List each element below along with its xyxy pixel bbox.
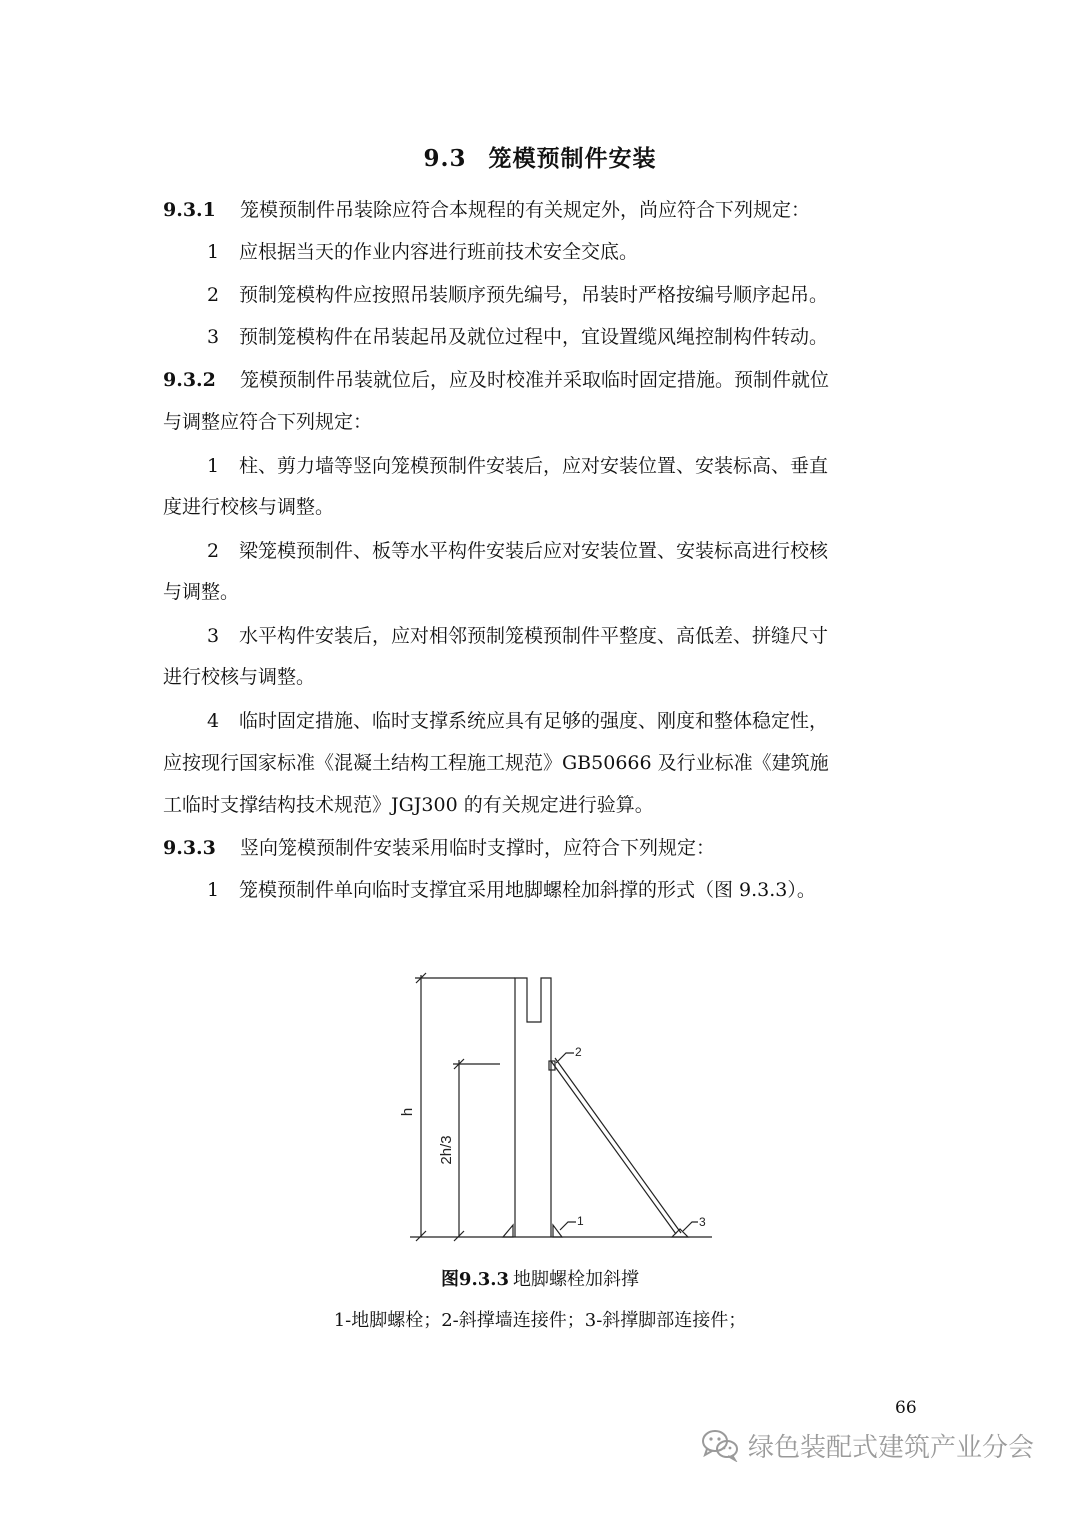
item-number: 1: [207, 241, 220, 263]
item-continuation: 工临时支撑结构技术规范》JGJ300 的有关规定进行验算。: [163, 794, 654, 816]
item-text: 柱、剪力墙等竖向笼模预制件安装后，应对安装位置、安装标高、垂直: [239, 455, 829, 477]
clause-number: 9.3.3: [163, 837, 216, 859]
clause-number: 9.3.1: [163, 199, 216, 221]
item-text: 梁笼模预制件、板等水平构件安装后应对安装位置、安装标高进行校核: [239, 540, 829, 562]
watermark-text: 绿色装配式建筑产业分会: [748, 1432, 1035, 1463]
item-number: 2: [207, 284, 220, 306]
item-number: 4: [207, 710, 220, 732]
clause-text: 竖向笼模预制件安装采用临时支撑时，应符合下列规定：: [240, 837, 716, 859]
label-2h3: 2h/3: [438, 1135, 455, 1165]
item-number: 3: [207, 625, 220, 647]
watermark: [700, 1425, 1034, 1465]
figure-title: 地脚螺栓加斜撑: [513, 1269, 640, 1290]
figure-caption: [0, 1265, 1080, 1291]
callout-3: 3: [699, 1215, 706, 1229]
figure-number: 图9.3.3: [440, 1269, 510, 1290]
item-text: 应根据当天的作业内容进行班前技术安全交底。: [239, 241, 639, 263]
label-h: h: [399, 1107, 416, 1117]
item-text: 水平构件安装后，应对相邻预制笼模预制件平整度、高低差、拼缝尺寸: [239, 625, 829, 647]
item-number: 3: [207, 326, 220, 348]
item-continuation: 度进行校核与调整。: [163, 496, 335, 518]
item-number: 1: [207, 455, 220, 477]
clause-number: 9.3.2: [163, 369, 216, 391]
page-number: 66: [895, 1398, 917, 1418]
figure-legend: 1-地脚螺栓；2-斜撑墙连接件；3-斜撑脚部连接件；: [333, 1310, 747, 1331]
callout-2: 2: [575, 1045, 582, 1059]
callout-1: 1: [577, 1214, 584, 1228]
wechat-icon: [700, 1428, 740, 1462]
section-number: 9.3: [423, 145, 467, 172]
item-text: 临时固定措施、临时支撑系统应具有足够的强度、刚度和整体稳定性，: [239, 710, 829, 732]
callout-leader-3: [683, 1222, 698, 1231]
diagonal-brace: [551, 1061, 676, 1234]
clause-continuation: 与调整应符合下列规定：: [163, 411, 373, 433]
clause-text: 笼模预制件吊装除应符合本规程的有关规定外，尚应符合下列规定：: [240, 199, 811, 221]
item-text: 预制笼模构件应按照吊装顺序预先编号，吊装时严格按编号顺序起吊。: [239, 284, 829, 306]
callout-leader-2: [556, 1053, 574, 1063]
section-title-text: 笼模预制件安装: [488, 145, 657, 172]
item-number: 2: [207, 540, 220, 562]
clause-text: 笼模预制件吊装就位后，应及时校准并采取临时固定措施。预制件就位: [240, 369, 830, 391]
anchor-bolt-left: [503, 1225, 513, 1237]
diagonal-brace: [555, 1058, 681, 1233]
item-text: 预制笼模构件在吊装起吊及就位过程中，宜设置缆风绳控制构件转动。: [239, 326, 829, 348]
precast-wall: [515, 978, 551, 1237]
anchor-bolt-right: [553, 1225, 562, 1237]
item-number: 1: [207, 879, 220, 901]
item-text: 笼模预制件单向临时支撑宜采用地脚螺栓加斜撑的形式（图 9.3.3）。: [239, 879, 816, 901]
item-continuation: 应按现行国家标准《混凝土结构工程施工规范》GB50666 及行业标准《建筑施: [163, 752, 829, 774]
item-continuation: 与调整。: [163, 581, 240, 603]
item-continuation: 进行校核与调整。: [163, 666, 316, 688]
callout-leader-1: [560, 1222, 576, 1230]
brace-foot-connector: [672, 1229, 688, 1237]
